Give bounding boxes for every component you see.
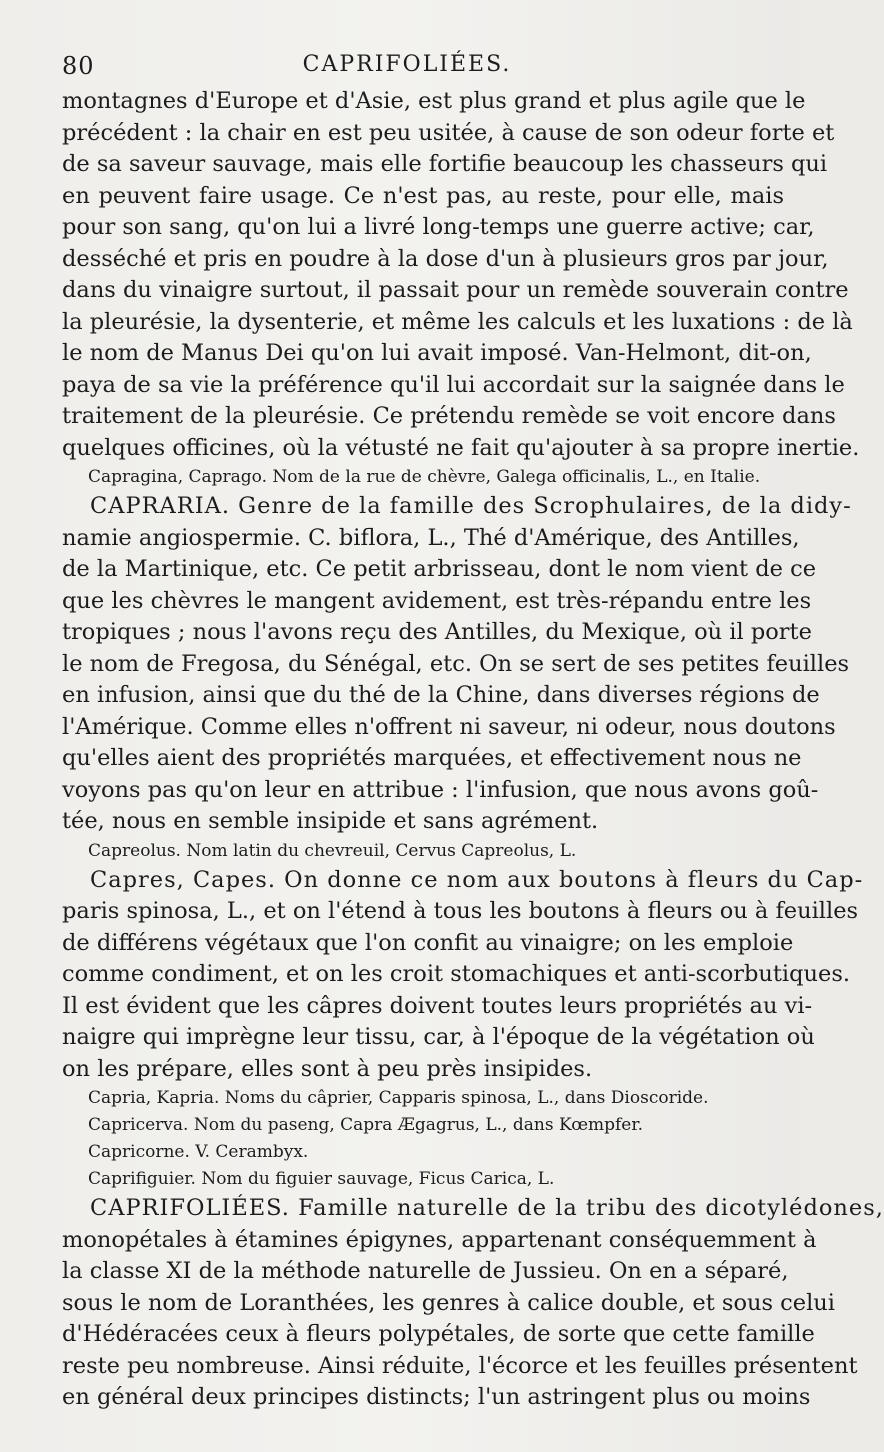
text-line: desséché et pris en poudre à la dose d'un à plusieurs gros par jour, bbox=[62, 245, 829, 272]
text-line: tropiques ; nous l'avons reçu des Antilles, du Mexique, où il porte bbox=[62, 619, 812, 645]
text-line: namie angiospermie. C. biflora, L., Thé d'Amérique, des Antilles, bbox=[62, 524, 800, 551]
small-entry-capragina: Capragina, Caprago. Nom de la rue de chèvre, Galega officinalis, L., en Italie. bbox=[88, 467, 761, 487]
text-line: naigre qui imprègne leur tissu, car, à l'époque de la végétation où bbox=[62, 1024, 815, 1050]
body-text bbox=[62, 86, 884, 1414]
text-line: que les chèvres le mangent avidement, est très-répandu entre les bbox=[62, 587, 812, 614]
text-line: d'Hédéracées ceux à fleurs polypétales, de sorte que cette famille bbox=[62, 1321, 815, 1347]
text-line: de la Martinique, etc. Ce petit arbrisseau, dont le nom vient de ce bbox=[62, 556, 817, 582]
entry-caprifoliees: CAPRIFOLIÉES. Famille naturelle de la tribu des dicotylédones, bbox=[90, 1195, 884, 1221]
small-entry-capria: Capria, Kapria. Noms du câprier, Capparis spinosa, L., dans Dioscoride. bbox=[88, 1088, 709, 1108]
text-line: la classe XI de la méthode naturelle de Jussieu. On en a séparé, bbox=[62, 1258, 789, 1284]
page-number: 80 bbox=[62, 52, 95, 80]
small-entry-capreolus: Capreolus. Nom latin du chevreuil, Cervus Capreolus, L. bbox=[88, 840, 577, 861]
text-line: paya de sa vie la préférence qu'il lui accordait sur la saignée dans le bbox=[62, 371, 845, 398]
text-line: précédent : la chair en est peu usitée, à cause de son odeur forte et bbox=[62, 119, 835, 146]
text-line: paris spinosa, L., et on l'étend à tous les boutons à fleurs ou à feuilles bbox=[62, 898, 859, 924]
text-line: qu'elles aient des propriétés marquées, et effectivement nous ne bbox=[62, 745, 802, 771]
running-head: CAPRIFOLIÉES. bbox=[302, 52, 512, 77]
entry-capraria: CAPRARIA. Genre de la famille des Scrophulaires, de la didy- bbox=[90, 493, 852, 519]
text-line: voyons pas qu'on leur en attribue : l'infusion, que nous avons goû- bbox=[62, 776, 819, 803]
text-line: dans du vinaigre surtout, il passait pour un remède souverain contre bbox=[62, 277, 849, 303]
text-line: quelques officines, où la vétusté ne fait qu'ajouter à sa propre inertie. bbox=[62, 434, 860, 461]
text-line: de sa saveur sauvage, mais elle fortifie beaucoup les chasseurs qui bbox=[62, 151, 828, 177]
entry-capres: Capres, Capes. On donne ce nom aux boutons à fleurs du Cap- bbox=[90, 866, 864, 893]
page-header bbox=[62, 52, 752, 88]
text-line: Il est évident que les câpres doivent toutes leurs propriétés au vi- bbox=[62, 992, 813, 1019]
text-line: le nom de Fregosa, du Sénégal, etc. On se sert de ses petites feuilles bbox=[62, 650, 850, 677]
text-line: monopétales à étamines épigynes, appartenant conséquemment à bbox=[62, 1226, 817, 1253]
text-line: en peuvent faire usage. Ce n'est pas, au reste, pour elle, mais bbox=[62, 182, 784, 209]
text-line: reste peu nombreuse. Ainsi réduite, l'écorce et les feuilles présentent bbox=[62, 1352, 858, 1379]
text-line: montagnes d'Europe et d'Asie, est plus grand et plus agile que le bbox=[62, 88, 806, 114]
text-line: sous le nom de Loranthées, les genres à calice double, et sous celui bbox=[62, 1289, 835, 1316]
text-line: en infusion, ainsi que du thé de la Chine, dans diverses régions de bbox=[62, 682, 820, 708]
small-entry-caprifiguier: Caprifiguier. Nom du figuier sauvage, Ficus Carica, L. bbox=[88, 1169, 555, 1189]
text-line: on les prépare, elles sont à peu près insipides. bbox=[62, 1055, 593, 1082]
text-line: tée, nous en semble insipide et sans agrément. bbox=[62, 808, 599, 834]
text-line: la pleurésie, la dysenterie, et même les calculs et les luxations : de là bbox=[62, 308, 853, 335]
text-line: de différens végétaux que l'on confit au vinaigre; on les emploie bbox=[62, 929, 794, 956]
text-line: en général deux principes distincts; l'un astringent plus ou moins bbox=[62, 1384, 811, 1410]
text-line: traitement de la pleurésie. Ce prétendu remède se voit encore dans bbox=[62, 403, 836, 429]
small-entry-capricorne: Capricorne. V. Cerambyx. bbox=[88, 1142, 309, 1162]
text-line: pour son sang, qu'on lui a livré long-temps une guerre active; car, bbox=[62, 214, 815, 240]
text-line: comme condiment, et on les croit stomachiques et anti-scorbutiques. bbox=[62, 961, 851, 987]
text-line: le nom de Manus Dei qu'on lui avait imposé. Van-Helmont, dit-on, bbox=[62, 340, 812, 366]
text-line: l'Amérique. Comme elles n'offrent ni saveur, ni odeur, nous doutons bbox=[62, 713, 836, 740]
small-entry-capricerva: Capricerva. Nom du paseng, Capra Ægagrus, L., dans Kœmpfer. bbox=[88, 1115, 644, 1135]
